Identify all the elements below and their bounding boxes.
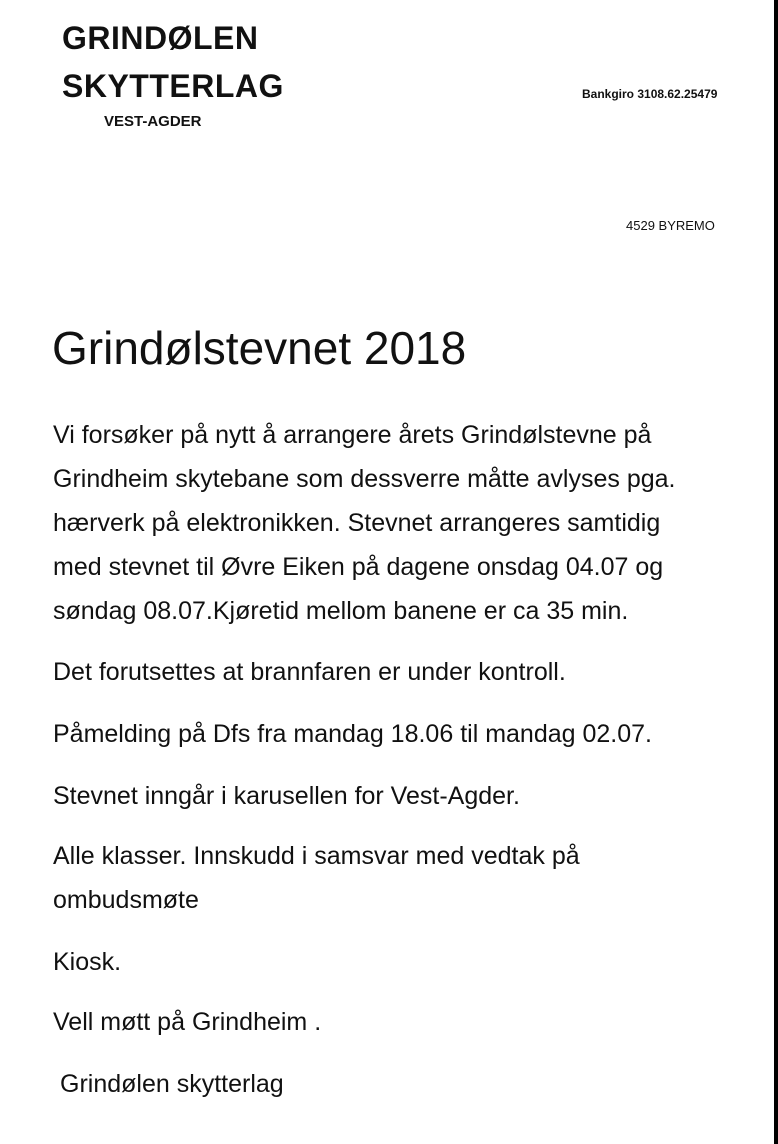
paragraph-welcome: Vell møtt på Grindheim . [53, 1008, 322, 1036]
paragraph-line: Alle klasser. Innskudd i samsvar med vedtak på [53, 842, 580, 870]
document-title: Grindølstevnet 2018 [52, 322, 467, 374]
org-name-line2: SKYTTERLAG [62, 68, 284, 104]
postal-address: 4529 BYREMO [626, 218, 715, 233]
org-name-line1: GRINDØLEN [62, 20, 259, 56]
paragraph-fire-risk: Det forutsettes at brannfaren er under kontroll. [53, 658, 566, 686]
paragraph-kiosk: Kiosk. [53, 948, 122, 976]
paragraph-line: hærverk på elektronikken. Stevnet arrangeres samtidig [53, 509, 661, 537]
paragraph-line: søndag 08.07.Kjøretid mellom banene er ca 35 min. [53, 597, 629, 625]
paragraph-intro [53, 413, 676, 633]
paragraph-line: Grindheim skytebane som dessverre måtte avlyses pga. [53, 465, 676, 493]
paragraph-carousel: Stevnet inngår i karusellen for Vest-Agder. [53, 782, 520, 810]
org-region: VEST-AGDER [104, 113, 202, 130]
paragraph-classes [53, 834, 580, 922]
paragraph-line: med stevnet til Øvre Eiken på dagene onsdag 04.07 og [53, 553, 664, 581]
paragraph-line: ombudsmøte [53, 886, 199, 914]
paragraph-line: Vi forsøker på nytt å arrangere årets Grindølstevne på [53, 421, 652, 449]
paragraph-registration: Påmelding på Dfs fra mandag 18.06 til mandag 02.07. [53, 720, 652, 748]
bankgiro-number: Bankgiro 3108.62.25479 [582, 87, 718, 101]
signature: Grindølen skytterlag [60, 1070, 284, 1098]
